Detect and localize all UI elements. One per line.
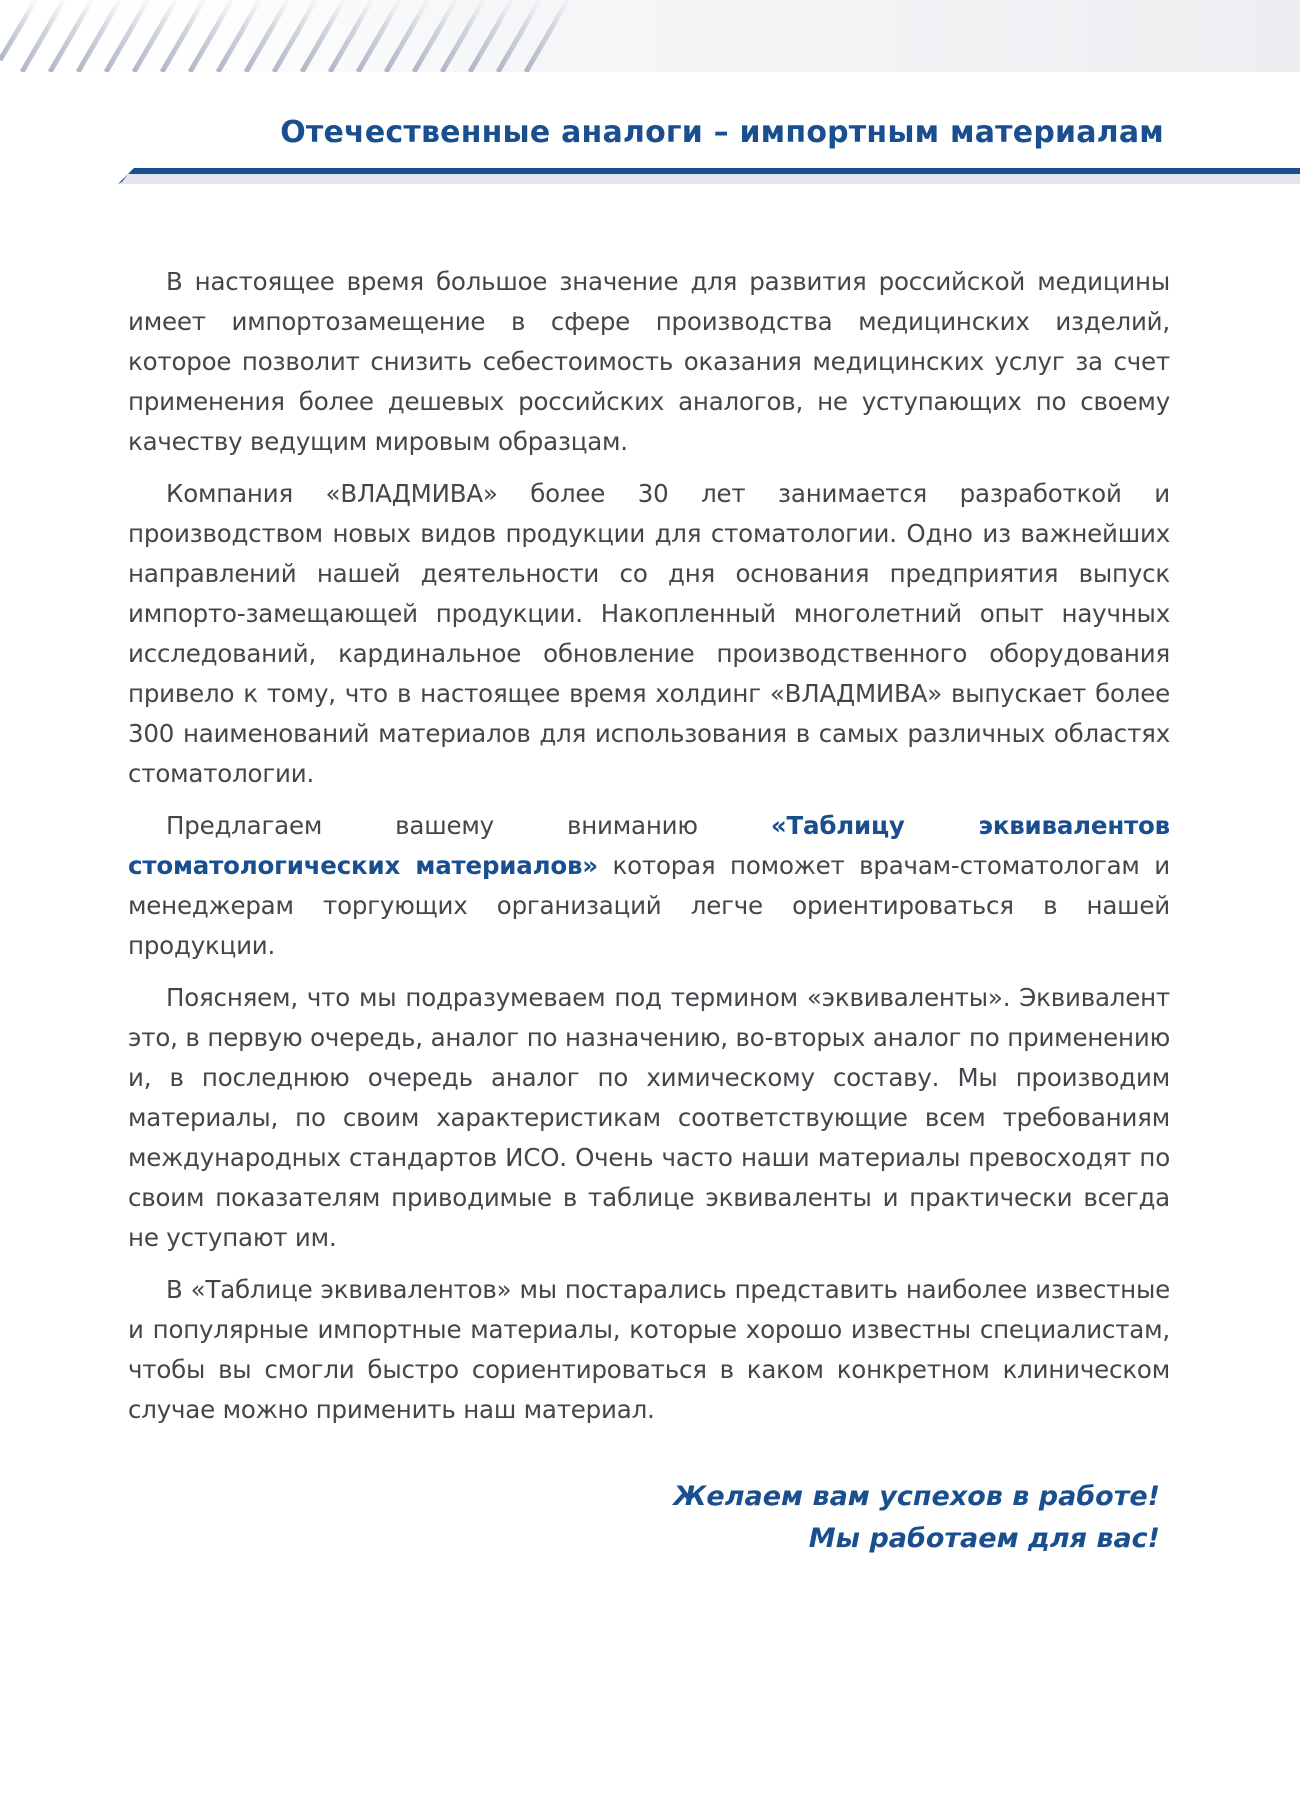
closing-message <box>0 1476 1160 1560</box>
equivalents-table-title: «Таблицу эквивалентов стоматологических материалов» <box>128 811 1170 880</box>
stripes-graphic <box>0 0 1300 72</box>
paragraph-equivalents-table <box>128 806 1170 966</box>
paragraph-importsubstitution: В настоящее время большое значение для развития российской медицины имеет импортозамещение в сфере производства медицинских изделий, которое позволит снизить себестоимость оказания медицинских услуг за счет применения более дешевых российских аналогов, не уступающих по своему качеству ведущим мировым образцам. <box>128 267 1170 456</box>
paragraph-company: Компания «ВЛАДМИВА» более 30 лет занимается разработкой и производством новых видов продукции для стоматологии. Одно из важнейших направлений нашей деятельности со дня основания предприятия выпуск импорто-замещающей продукции. Накопленный многолетний опыт научных исследований, кардинальное обновление производственного оборудования привело к тому, что в настоящее время холдинг «ВЛАДМИВА» выпускает более 300 наименований материалов для использования в самых различных областях стоматологии. <box>128 479 1170 788</box>
paragraph-equivalents-intro: Предлагаем вашему вниманию <box>166 811 771 840</box>
paragraph-popular-materials: В «Таблице эквивалентов» мы постарались представить наиболее известные и популярные импортные материалы, которые хорошо известны специалистам, чтобы вы смогли быстро сориентироваться в каком конкретном клиническом случае можно применить наш материал. <box>128 1275 1170 1424</box>
closing-line-we-work: Мы работаем для вас! <box>808 1523 1160 1554</box>
closing-line-wishes: Желаем вам успехов в работе! <box>673 1481 1160 1512</box>
paragraph-equivalents-definition: Поясняем, что мы подразумеваем под термином «эквиваленты». Эквивалент это, в первую очередь, аналог по назначению, во-вторых аналог по применению и, в последнюю очередь аналог по химическому составу. Мы производим материалы, по своим характеристикам соответствующие всем требованиям международных стандартов ИСО. Очень часто наши материалы превосходят по своим показателям приводимые в таблице эквиваленты и практически всегда не уступают им. <box>128 983 1170 1252</box>
title-underline-bar <box>0 158 1300 188</box>
decorative-diagonal-stripes <box>0 0 1300 72</box>
paragraph-equivalents-rest: которая поможет врачам-стоматологам и менеджерам торгующих организаций легче ориентироваться в нашей продукции. <box>128 851 1170 960</box>
body-text <box>128 262 1170 1442</box>
page-title: Отечественные аналоги – импортным материалам <box>280 115 1164 150</box>
title-underline-graphic <box>0 158 1300 188</box>
